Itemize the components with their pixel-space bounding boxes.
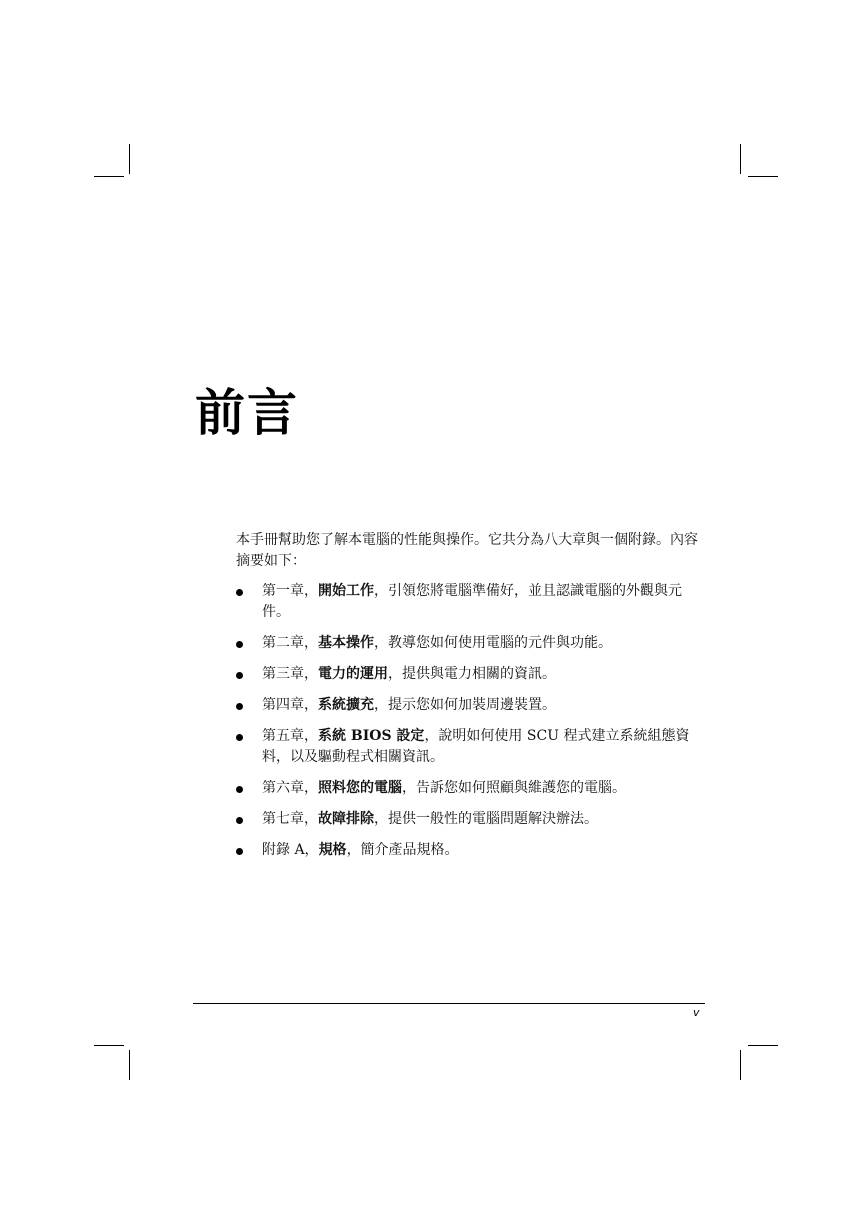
chapter-prefix: 第四章， <box>262 697 318 713</box>
chapter-prefix: 第六章， <box>262 780 318 796</box>
chapter-description: ，教導您如何使用電腦的元件與功能。 <box>374 635 612 651</box>
footer-divider <box>193 1003 705 1004</box>
list-item <box>236 726 706 768</box>
crop-mark-top-right-horizontal <box>748 176 778 177</box>
page-number: v <box>693 1006 700 1019</box>
bullet-icon <box>236 817 243 824</box>
crop-mark-bottom-right-horizontal <box>748 1045 778 1046</box>
chapter-prefix: 第三章， <box>262 666 318 682</box>
chapter-description: ，告訴您如何照顧與維護您的電腦。 <box>402 780 626 796</box>
chapter-description: ，提示您如何加裝周邊裝置。 <box>374 697 556 713</box>
crop-mark-top-left-horizontal <box>94 176 124 177</box>
list-item <box>236 778 706 799</box>
list-item <box>236 581 706 623</box>
bullet-icon <box>236 589 243 596</box>
bullet-icon <box>236 703 243 710</box>
chapter-description: ，說明如何使用 SCU 程式建立系統組態資料，以及驅動程式相關資訊。 <box>262 728 690 765</box>
preface-body <box>236 530 706 871</box>
list-item <box>236 664 706 685</box>
crop-mark-bottom-left-horizontal <box>94 1045 124 1046</box>
bullet-icon <box>236 848 243 855</box>
bullet-icon <box>236 672 243 679</box>
chapter-list <box>236 581 706 861</box>
chapter-title: 故障排除 <box>318 811 374 827</box>
bullet-icon <box>236 786 243 793</box>
bullet-icon <box>236 641 243 648</box>
chapter-title: 基本操作 <box>318 635 374 651</box>
chapter-prefix: 第一章， <box>262 583 318 599</box>
list-item <box>236 695 706 716</box>
bullet-icon <box>236 734 243 741</box>
crop-mark-top-left-vertical <box>129 144 130 174</box>
chapter-title: 電力的運用 <box>318 666 388 682</box>
chapter-prefix: 附錄 A， <box>262 842 319 858</box>
chapter-title: 開始工作 <box>318 583 374 599</box>
page-title: 前言 <box>195 384 299 442</box>
chapter-description: ，簡介產品規格。 <box>346 842 459 858</box>
crop-mark-bottom-right-vertical <box>740 1050 741 1080</box>
chapter-title: 系統 BIOS 設定 <box>318 728 425 744</box>
chapter-description: ，引領您將電腦準備好，並且認識電腦的外觀與元件。 <box>262 583 682 620</box>
chapter-prefix: 第二章， <box>262 635 318 651</box>
list-item <box>236 633 706 654</box>
chapter-prefix: 第七章， <box>262 811 318 827</box>
list-item <box>236 840 706 861</box>
chapter-title: 規格 <box>318 842 347 858</box>
chapter-description: ，提供一般性的電腦問題解決辦法。 <box>374 811 598 827</box>
list-item <box>236 809 706 830</box>
chapter-title: 照料您的電腦 <box>318 780 402 796</box>
chapter-prefix: 第五章， <box>262 728 318 744</box>
chapter-title: 系統擴充 <box>318 697 374 713</box>
crop-mark-bottom-left-vertical <box>129 1050 130 1080</box>
intro-paragraph: 本手冊幫助您了解本電腦的性能與操作。它共分為八大章與一個附錄。內容摘要如下： <box>236 532 698 569</box>
chapter-description: ，提供與電力相關的資訊。 <box>388 666 556 682</box>
crop-mark-top-right-vertical <box>740 144 741 174</box>
